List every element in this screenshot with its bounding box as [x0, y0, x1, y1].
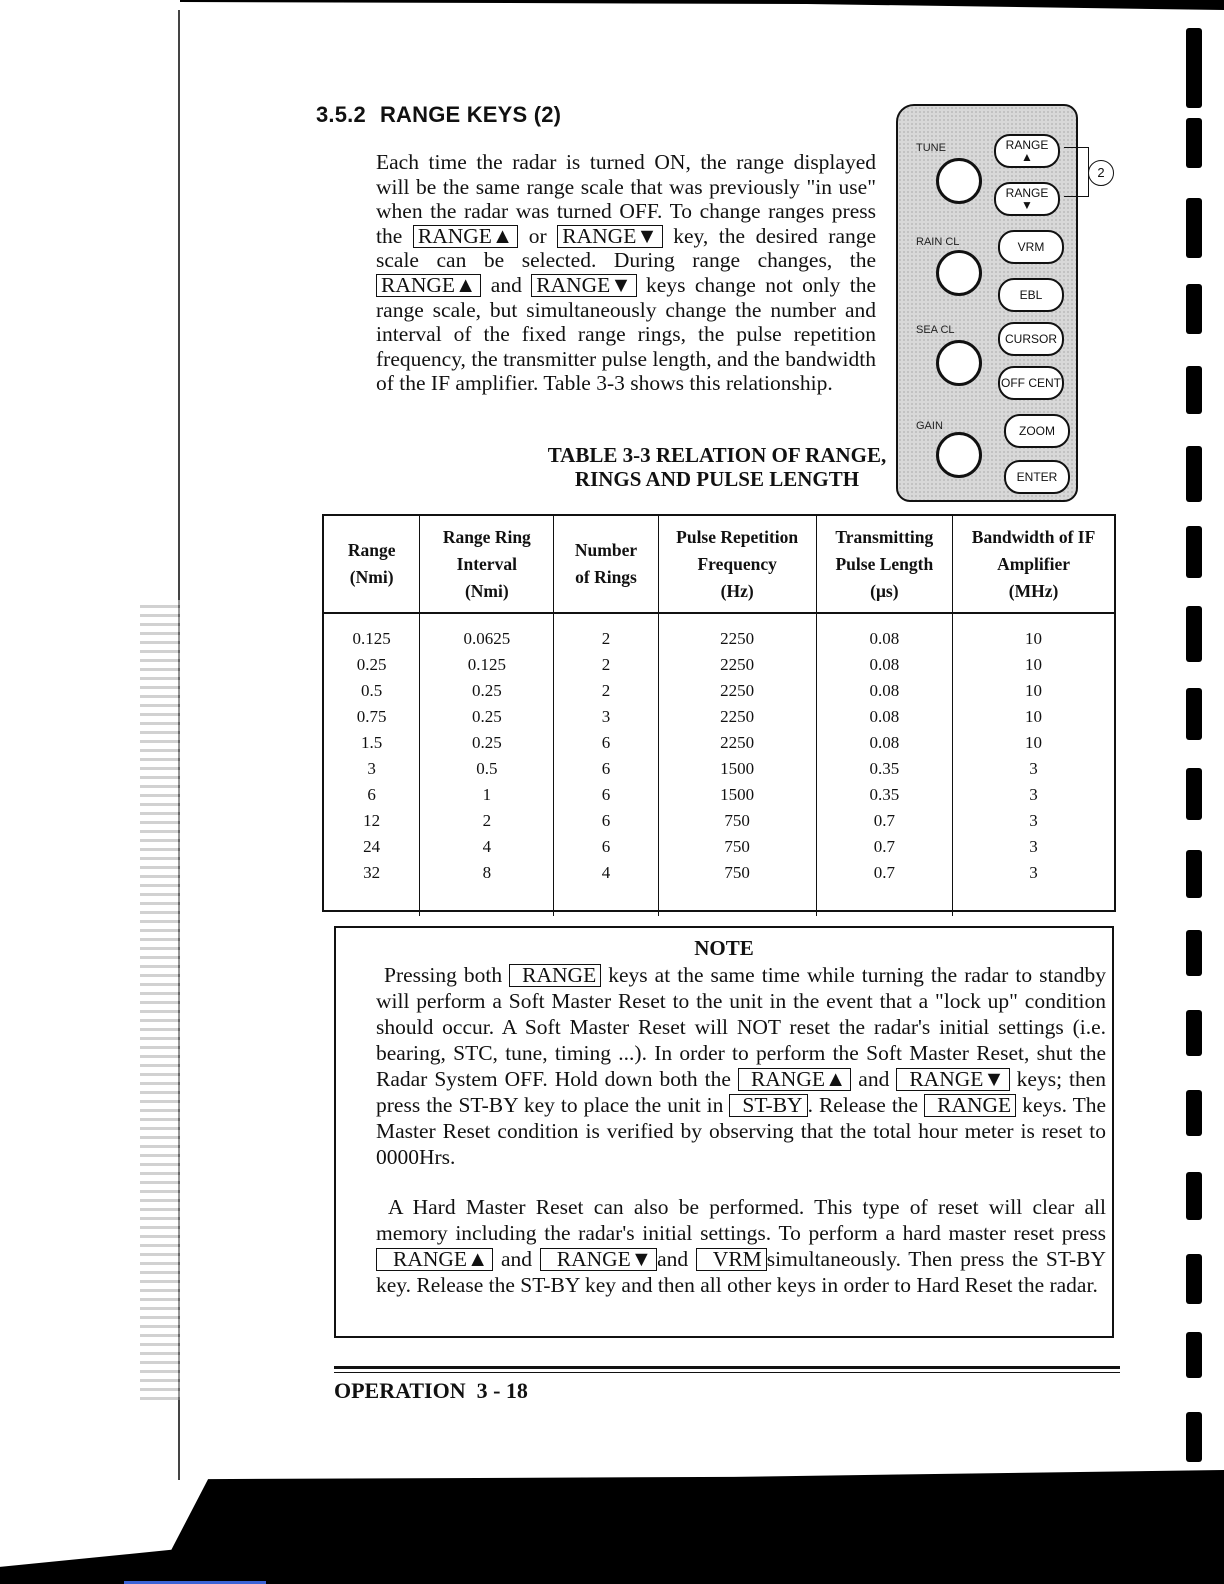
table-cell: 3 — [554, 704, 658, 730]
footer-rule — [334, 1366, 1120, 1369]
table-cell: 6 — [554, 782, 658, 808]
range-key: RANGE — [924, 1094, 1016, 1117]
binder-hole-mark — [1186, 1010, 1202, 1056]
table-title-line-2: RINGS AND PULSE LENGTH — [574, 467, 860, 491]
table-cell: 12 — [324, 808, 420, 834]
binder-hole-mark — [1186, 1254, 1202, 1304]
binder-hole-mark — [1186, 1090, 1202, 1136]
table-row — [324, 704, 1114, 730]
table-row — [324, 730, 1114, 756]
note-title: NOTE — [694, 936, 754, 960]
table-cell: 750 — [658, 860, 816, 886]
footer-label: OPERATION — [334, 1378, 466, 1403]
table-cell: 750 — [658, 834, 816, 860]
table-cell: 3 — [1029, 811, 1038, 830]
binder-hole-mark — [1186, 850, 1202, 898]
table-row — [324, 756, 1114, 782]
table-cell: 0.08 — [816, 613, 952, 652]
table-row — [324, 652, 1114, 678]
table-row — [324, 678, 1114, 704]
table-cell: 3 — [324, 756, 420, 782]
table-cell: 3 — [1029, 759, 1038, 778]
table-cell: 0.75 — [324, 704, 420, 730]
table-cell: 0.5 — [420, 756, 554, 782]
range-up-key: RANGE▲ — [376, 274, 481, 297]
table-cell: 2250 — [658, 678, 816, 704]
keypad-range-down-button: RANGE ▼ — [994, 182, 1060, 216]
column-header: Number of Rings — [554, 516, 658, 613]
table-cell: 6 — [324, 782, 420, 808]
note-paragraph-soft-reset: Pressing both RANGE keys at the same time while turning the radar to standby will perform a Soft Master Reset to the unit in the event that a "lock up" condition should occur. A Soft Master Reset will NOT reset the radar's initial settings (i.e. bearing, STC, tune, timing ...). In order to perform the Soft Master Reset, shut the Radar System OFF. Hold down both the RANGE▲ and RANGE▼ keys; then press the ST-BY key to place the unit in ST-BY . Release the RANGE keys. The Master Reset condition is verified by observing that the total hour meter is reset to 0000Hrs. — [376, 963, 1107, 1169]
table-cell: 6 — [554, 730, 658, 756]
table-cell: 4 — [420, 834, 554, 860]
keypad-range-up-button: RANGE ▲ — [994, 134, 1060, 168]
table-cell: 1500 — [658, 756, 816, 782]
vrm-key: VRM — [696, 1248, 767, 1271]
note-paragraph-hard-reset: A Hard Master Reset can also be performed. This type of reset will clear all memory including the radar's initial settings. To perform a hard master reset press RANGE▲ and RANGE▼ and VRM simultaneously. Then press the ST-BY key. Release the ST-BY key and then all other keys in order to Hard Reset the radar. — [376, 1195, 1106, 1297]
table-header-row — [324, 516, 1114, 613]
section-title: RANGE KEYS (2) — [379, 102, 562, 127]
table-cell: 10 — [1025, 733, 1043, 752]
table-row — [324, 782, 1114, 808]
range-down-key: RANGE▼ — [896, 1068, 1009, 1091]
column-header: Range (Nmi) — [324, 516, 420, 613]
table-cell: 0.7 — [816, 860, 952, 886]
binder-hole-mark — [1186, 1332, 1202, 1378]
table-cell: 2 — [554, 613, 658, 652]
table-cell: 2 — [554, 678, 658, 704]
st-by-key: ST-BY — [729, 1094, 807, 1117]
callout-bracket — [1064, 147, 1089, 197]
table-cell: 4 — [554, 860, 658, 886]
intro-text-1: Each time the radar is turned ON, the range displayed will be the same range scale that was previously "in use" when the radar was turned OFF. To change ranges press the — [376, 150, 876, 248]
column-header: Pulse Repetition Frequency (Hz) — [658, 516, 816, 613]
table-cell: 10 — [1025, 629, 1043, 648]
callout-number: 2 — [1088, 160, 1114, 186]
range-down-key: RANGE▼ — [531, 274, 636, 297]
table-cell: 0.35 — [816, 756, 952, 782]
column-header: Transmitting Pulse Length (μs) — [816, 516, 952, 613]
table-row — [324, 808, 1114, 834]
table-cell: 0.125 — [324, 613, 420, 652]
table-cell: 6 — [554, 834, 658, 860]
table-cell: 0.7 — [816, 808, 952, 834]
table-cell: 750 — [658, 808, 816, 834]
intro-or: or — [528, 223, 547, 248]
table-filler-row — [324, 886, 1114, 916]
table-body — [324, 613, 1114, 916]
table-cell: 1.5 — [324, 730, 420, 756]
section-number: 3.5.2 — [316, 102, 366, 127]
keypad-off-cent-button: OFF CENT — [998, 366, 1064, 400]
footer-rule-thin — [334, 1372, 1120, 1373]
table-cell: 2 — [554, 652, 658, 678]
binder-hole-mark — [1186, 1172, 1202, 1220]
table-cell: 0.08 — [816, 652, 952, 678]
table-cell: 0.125 — [420, 652, 554, 678]
range-up-key: RANGE▲ — [413, 225, 518, 248]
table-cell: 0.25 — [420, 678, 554, 704]
table-cell: 3 — [1029, 837, 1038, 856]
table-cell: 0.5 — [324, 678, 420, 704]
table-cell: 3 — [1029, 785, 1038, 804]
keypad-label-tune: TUNE — [916, 142, 946, 154]
keypad-vrm-button: VRM — [998, 230, 1064, 264]
table-row — [324, 834, 1114, 860]
binder-hole-mark — [1186, 688, 1202, 740]
table-cell: 0.25 — [420, 704, 554, 730]
table-cell: 0.08 — [816, 704, 952, 730]
table-cell: 0.0625 — [420, 613, 554, 652]
binder-hole-mark — [1186, 198, 1202, 258]
keypad-enter-button: ENTER — [1004, 460, 1070, 494]
table-cell: 0.7 — [816, 834, 952, 860]
intro-text-3: keys change not only the range scale, but simultaneously change the number and interval of the fixed range rings, the pulse repetition frequency, the transmitter pulse length, and the bandwidth of the IF amplifier. Table 3-3 shows this relationship. — [376, 272, 877, 396]
table-cell: 32 — [324, 860, 420, 886]
range-down-key: RANGE▼ — [540, 1248, 657, 1271]
table-cell: 0.25 — [324, 652, 420, 678]
table-title — [536, 443, 898, 491]
table-cell: 0.08 — [816, 678, 952, 704]
binder-hole-mark — [1186, 606, 1202, 662]
tune-knob — [936, 158, 982, 204]
keypad-cursor-button: CURSOR — [998, 322, 1064, 356]
table-cell: 6 — [554, 756, 658, 782]
binder-hole-mark — [1186, 930, 1202, 976]
intro-text-2: key, the desired range scale can be selected. During range changes, the — [376, 223, 877, 273]
table-cell: 8 — [420, 860, 554, 886]
table-title-line-1: TABLE 3-3 RELATION OF RANGE, — [547, 443, 887, 467]
table-cell: 0.08 — [816, 730, 952, 756]
table-cell: 10 — [1025, 655, 1043, 674]
table-cell: 2250 — [658, 613, 816, 652]
page-footer — [334, 1378, 528, 1404]
sea-cl-knob — [936, 340, 982, 386]
keypad-ebl-button: EBL — [998, 278, 1064, 312]
table-row — [324, 860, 1114, 886]
table-cell: 2 — [420, 808, 554, 834]
keypad-label-sea-cl: SEA CL — [916, 324, 955, 336]
table-cell: 1500 — [658, 782, 816, 808]
table-cell: 1 — [420, 782, 554, 808]
table-cell: 10 — [1025, 707, 1043, 726]
section-heading — [316, 102, 561, 128]
range-down-key: RANGE▼ — [557, 225, 662, 248]
binder-hole-mark — [1186, 1412, 1202, 1462]
table-cell: 2250 — [658, 730, 816, 756]
binder-hole-mark — [1186, 526, 1202, 578]
binder-hole-mark — [1186, 118, 1202, 168]
range-up-key: RANGE▲ — [376, 1248, 493, 1271]
range-key: RANGE — [509, 964, 601, 987]
binder-hole-mark — [1186, 284, 1202, 334]
scan-edge-top — [180, 0, 1224, 10]
intro-paragraph — [376, 150, 876, 396]
page-number: 3 - 18 — [476, 1378, 528, 1403]
gain-knob — [936, 432, 982, 478]
column-header: Range Ring Interval (Nmi) — [420, 516, 554, 613]
binder-hole-mark — [1186, 768, 1202, 820]
binder-hole-mark — [1186, 446, 1202, 502]
table-cell: 0.25 — [420, 730, 554, 756]
table-cell: 2250 — [658, 704, 816, 730]
intro-and: and — [490, 272, 522, 297]
range-table — [322, 514, 1116, 912]
column-header: Bandwidth of IF Amplifier (MHz) — [953, 516, 1114, 613]
table-cell: 6 — [554, 808, 658, 834]
table-cell: 24 — [324, 834, 420, 860]
keypad-label-rain-cl: RAIN CL — [916, 236, 960, 248]
note-box — [334, 926, 1114, 1338]
table-cell: 3 — [1029, 863, 1038, 882]
table-cell: 10 — [1025, 681, 1043, 700]
control-keypad-illustration — [896, 104, 1078, 502]
scan-binding-shadow — [140, 600, 180, 1400]
table-cell: 0.35 — [816, 782, 952, 808]
binder-hole-mark — [1186, 366, 1202, 414]
table-row — [324, 613, 1114, 652]
keypad-label-gain: GAIN — [916, 420, 943, 432]
keypad-zoom-button: ZOOM — [1004, 414, 1070, 448]
range-up-key: RANGE▲ — [738, 1068, 851, 1091]
scan-edge-bottom — [0, 1470, 1224, 1584]
rain-cl-knob — [936, 250, 982, 296]
table-cell: 2250 — [658, 652, 816, 678]
binder-hole-mark — [1186, 28, 1202, 108]
